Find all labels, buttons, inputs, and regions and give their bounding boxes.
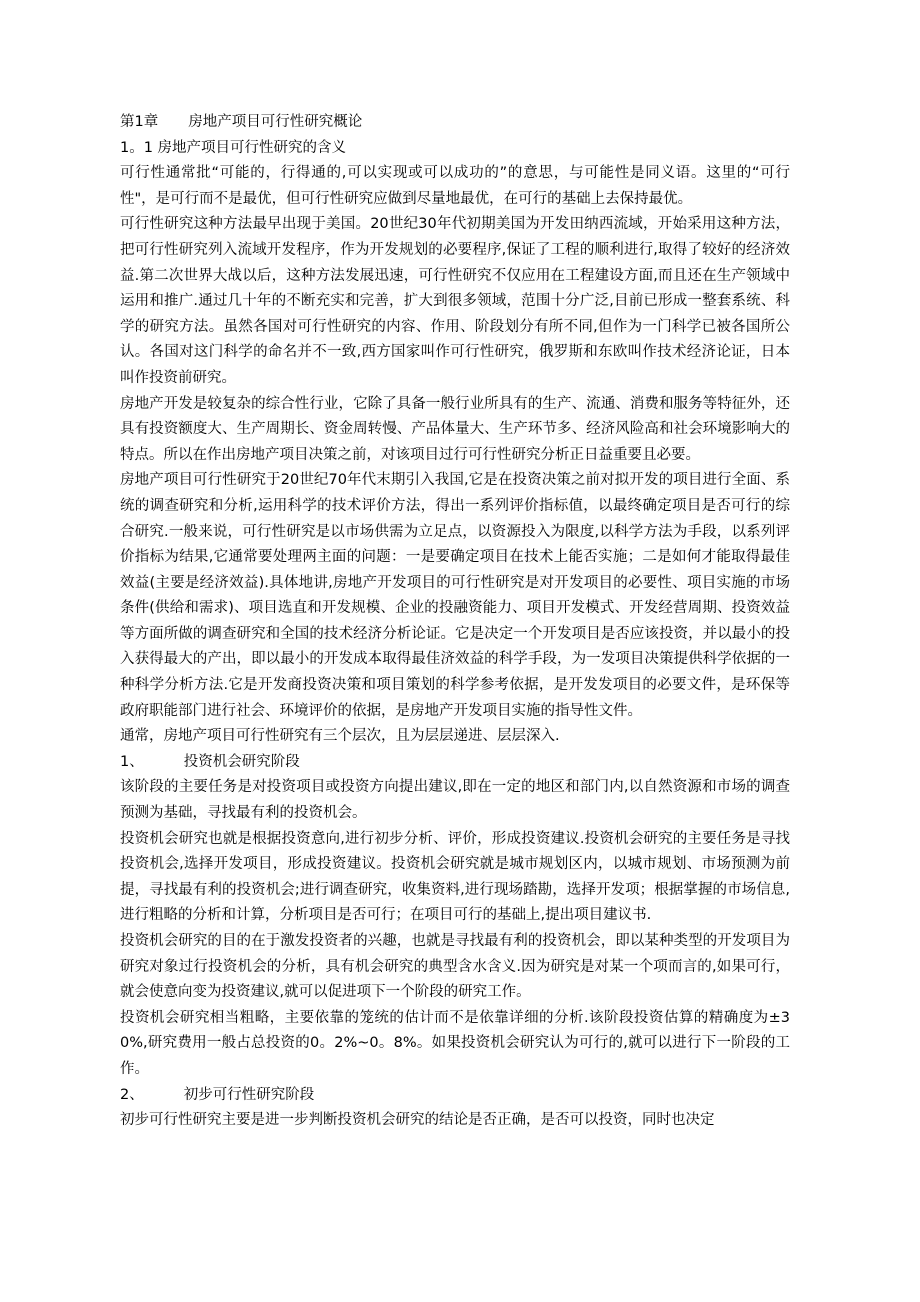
paragraph: 该阶段的主要任务是对投资项目或投资方向提出建议,即在一定的地区和部门内,以自然资源和市场的调查预测为基础，寻找最有利的投资机会。: [120, 779, 790, 822]
paragraph: 可行性通常批“可能的，行得通的,可以实现或可以成功的”的意思，与可能性是同义语。这里的“可行性"，是可行而不是最优，但可行性研究应做到尽量地最优，在可行的基础上去保持最优。: [120, 165, 790, 207]
stage-2-heading: [120, 1083, 790, 1109]
paragraph: 房地产开发是较复杂的综合性行业，它除了具备一般行业所具有的生产、流通、消费和服务等特征外，还具有投资额度大、生产周期长、资金周转慢、产品体量大、生产环节多、经济风险高和社会环境影响大的特点。所以在作出房地产项目决策之前，对该项目过行可行性研究分析正日益重要且必要。: [120, 395, 790, 463]
stage-2-number: 2、: [120, 1086, 144, 1103]
paragraph: 投资机会研究也就是根据投资意向,进行初步分析、评价，形成投资建议.投资机会研究的主要任务是寻找投资机会,选择开发项目，形成投资建议。投资机会研究就是城市规划区内，以城市规划、市场预测为前提，寻找最有利的投资机会;进行调查研究，收集资料,进行现场踏勘，选择开发项；根据掌握的市场信息,进行粗略的分析和计算，分析项目是否可行；在项目可行的基础上,提出项目建议书.: [120, 830, 790, 924]
section-heading: 1。1 房地产项目可行性研究的含义: [120, 139, 347, 156]
stage-2-title: 初步可行性研究阶段: [183, 1086, 315, 1103]
paragraph: 房地产项目可行性研究于20世纪70年代末期引入我国,它是在投资决策之前对拟开发的项目进行全面、系统的调查研究和分析,运用科学的技术评价方法，得出一系列评价指标值，以最终确定项目是否可行的综合研究.一般来说，可行性研究是以市场供需为立足点，以资源投入为限度,以科学方法为手段，以系列评价指标为结果,它通常要处理两主面的问题：一是要确定项目在技术上能否实施；二是如何才能取得最佳效益(主要是经济效益).具体地讲,房地产开发项目的可行性研究是对开发项目的必要性、项目实施的市场条件(供给和需求)、项目选直和开发规模、企业的投融资能力、项目开发模式、开发经营周期、投资效益等方面所做的调查研究和全国的技术经济分析论证。它是决定一个开发项目是否应该投资，并以最小的投入获得最大的产出，即以最小的开发成本取得最佳济效益的科学手段，为一发项目决策提供科学依据的一种科学分析方法.它是开发商投资决策和项目策划的科学参考依据，是开发发项目的必要文件，是环保等政府职能部门进行社会、环境评价的依据，是房地产开发项目实施的指导性文件。: [120, 472, 790, 719]
paragraph: 投资机会研究的目的在于激发投资者的兴趣，也就是寻找最有利的投资机会，即以某种类型的开发项目为研究对象过行投资机会的分析，具有机会研究的典型含水含义.因为研究是对某一个项而言的,如果可行，就会使意向变为投资建议,就可以促进项下一个阶段的研究工作。: [120, 933, 790, 1001]
paragraph: 初步可行性研究主要是进一步判断投资机会研究的结论是否正确，是否可以投资，同时也决定: [120, 1112, 715, 1129]
chapter-number: 第1章: [120, 114, 159, 130]
chapter-heading: [120, 110, 790, 136]
chapter-title: 房地产项目可行性研究概论: [188, 114, 363, 130]
paragraph: 投资机会研究相当粗略，主要依靠的笼统的估计而不是依靠详细的分析.该阶段投资估算的精确度为±30%,研究费用一般占总投资的0。2%~0。8%。如果投资机会研究认为可行的,就可以进行下一阶段的工作。: [120, 1009, 790, 1077]
stage-1-number: 1、: [120, 753, 144, 770]
paragraph: 通常，房地产项目可行性研究有三个层次，且为层层递进、层层深入.: [120, 728, 560, 745]
document-page: [120, 110, 790, 1134]
paragraph: 可行性研究这种方法最早出现于美国。20世纪30年代初期美国为开发田纳西流域，开始采用这种方法，把可行性研究列入流域开发程序，作为开发规划的必要程序,保证了工程的顺利进行,取得了较好的经济效益.第二次世界大战以后，这种方法发展迅速，可行性研究不仅应用在工程建设方面,而且还在生产领域中运用和推广.通过几十年的不断充实和完善，扩大到很多领域，范围十分广泛,目前已形成一整套系统、科学的研究方法。虽然各国对可行性研究的内容、作用、阶段划分有所不同,但作为一门科学已被各国所公认。各国对这门科学的命名并不一致,西方国家叫作可行性研究，俄罗斯和东欧叫作技术经济论证，日本叫作投资前研究。: [120, 216, 790, 386]
stage-1-title: 投资机会研究阶段: [183, 753, 300, 770]
stage-1-heading: [120, 750, 790, 776]
